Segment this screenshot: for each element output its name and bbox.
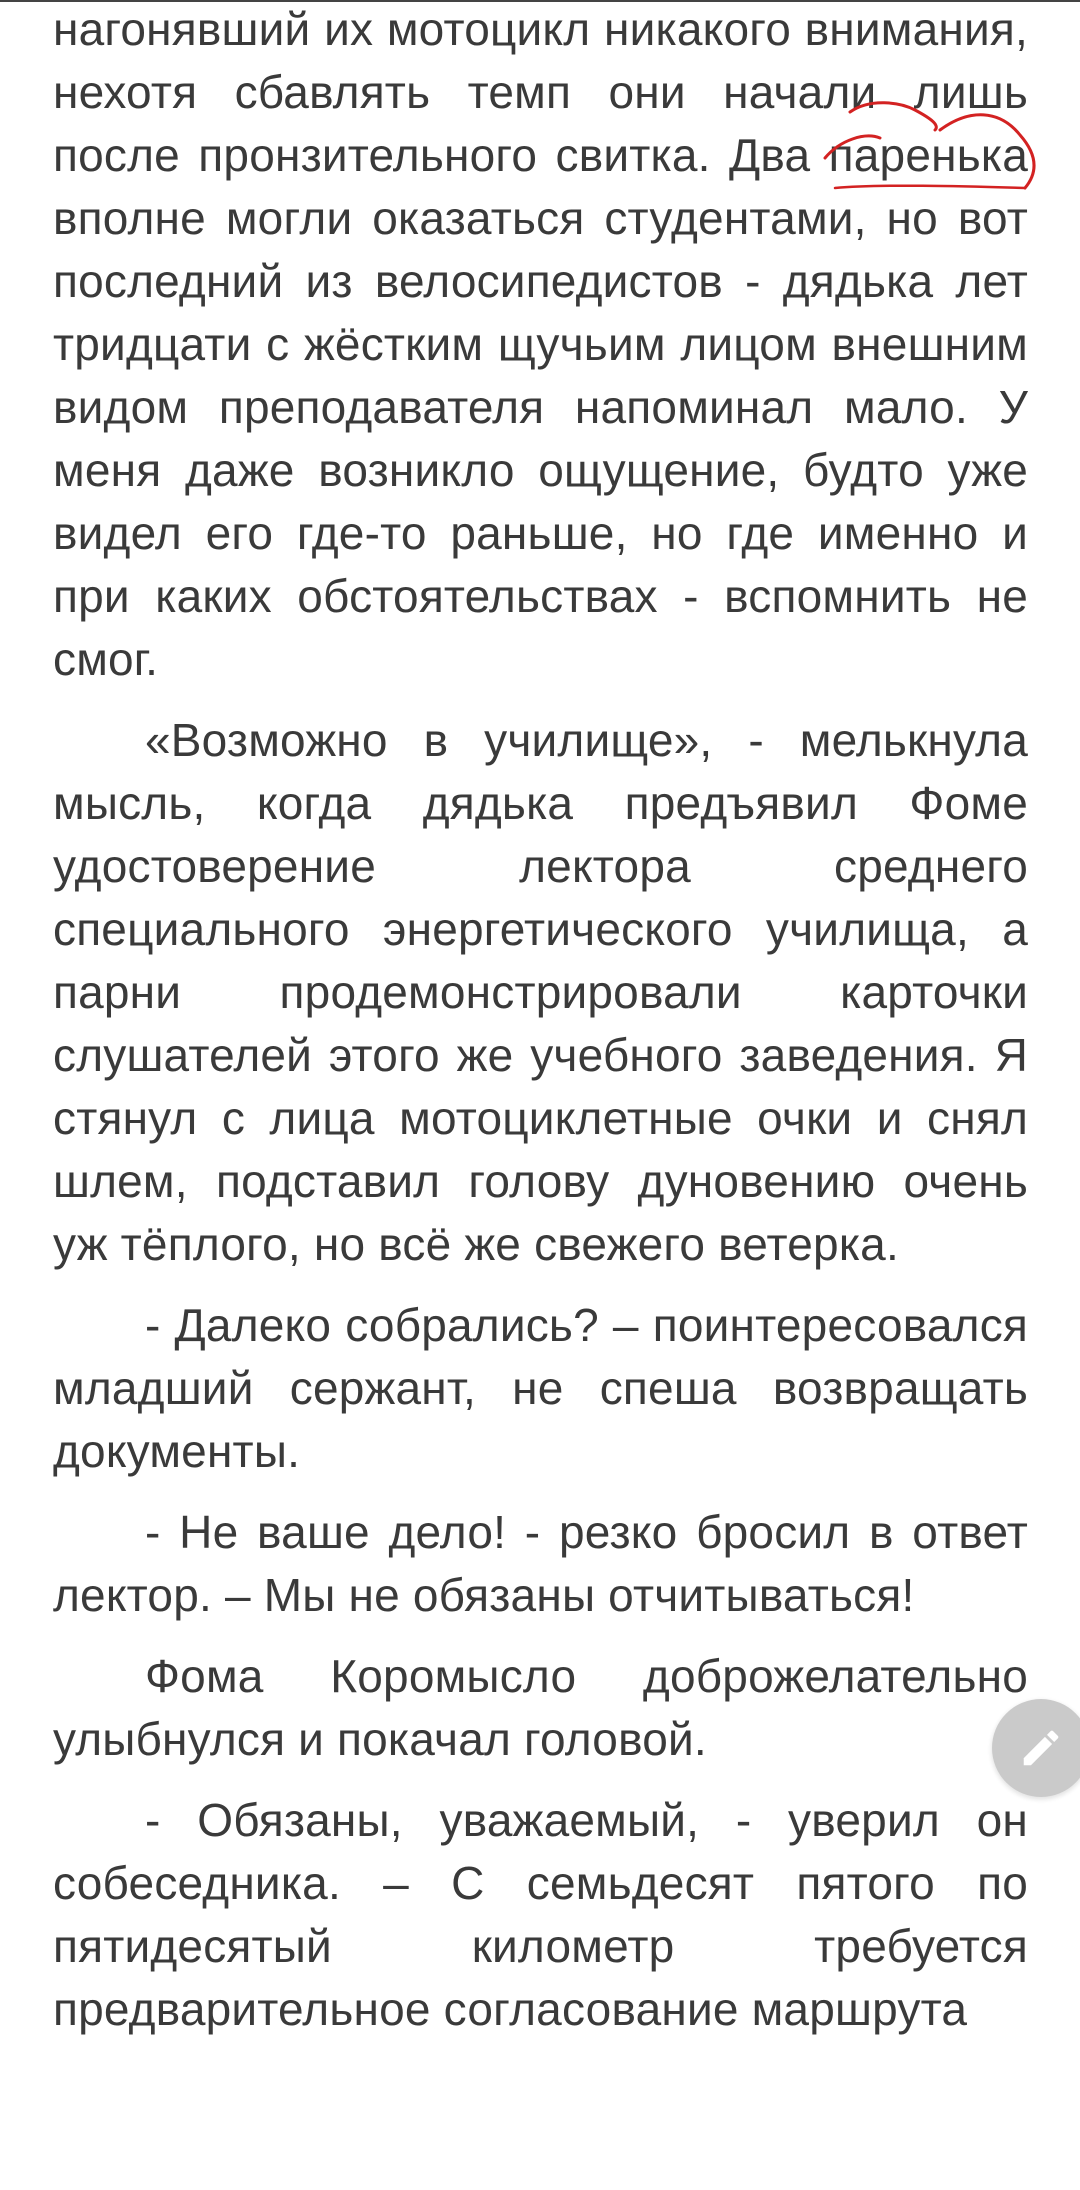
paragraph-3: - Далеко собрались? – поинтересовался младший сержант, не спеша возвращать документы.	[53, 1299, 1028, 1477]
paragraph-2: «Возможно в училище», - мелькнула мысль, когда дядька предъявил Фоме удостоверение лектора среднего специального энергетического училища, а парни продемонстрировали карточки слушателей этого же учебного заведения. Я стянул с лица мотоциклетные очки и снял шлем, подставил голову дуновению очень уж тёплого, но всё же свежего ветерка.	[53, 714, 1028, 1270]
paragraph-6: - Обязаны, уважаемый, - уверил он собеседника. – С семьдесят пятого по пятидесятый километр требуется предварительное согласование маршрута	[53, 1794, 1028, 2035]
book-text	[53, 0, 1028, 2059]
pencil-icon	[1018, 1725, 1064, 1771]
paragraph-1: нагонявший их мотоцикл никакого внимания, нехотя сбавлять темп они начали лишь после пронзительного свитка. Два паренька вполне могли оказаться студентами, но вот последний из велосипедистов - дядька лет тридцати с жёстким щучьим лицом внешним видом преподавателя напоминал мало. У меня даже возникло ощущение, будто уже видел его где-то раньше, но где именно и при каких обстоятельствах - вспомнить не смог.	[53, 3, 1028, 685]
edit-button[interactable]	[992, 1699, 1080, 1797]
paragraph-4: - Не ваше дело! - резко бросил в ответ лектор. – Мы не обязаны отчитываться!	[53, 1506, 1028, 1621]
paragraph-5: Фома Коромысло доброжелательно улыбнулся и покачал головой.	[53, 1650, 1028, 1765]
